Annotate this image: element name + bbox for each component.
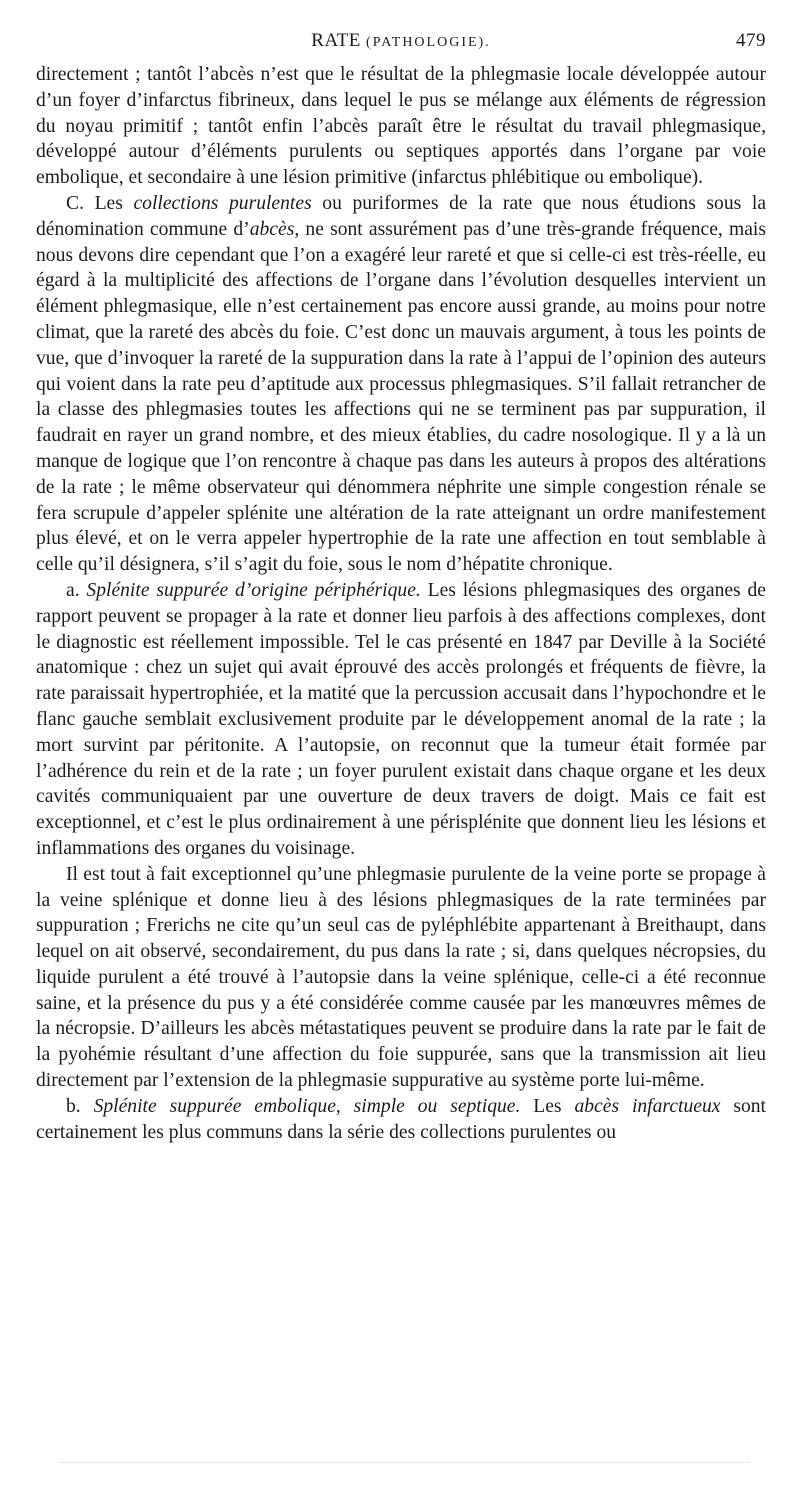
text-run: Les lésions phlegmasiques des organes de rapport peuvent se propager à la rate et donner lieu parfois à des affections complexes, dont le diagnostic est réellement impossible. Tel le cas présenté en 1847 par Deville à la Société anatomique : chez un sujet qui avait éprouvé des accès prolongés et fréquents de fièvre, la rate paraissait hypertrophiée, et la matité que la percussion accusait dans l’hypochondre et le flanc gauche semblait exclusivement produite par le développement anomal de la rate ; la mort survint par péritonite. A l’autopsie, on reconnut que la tumeur était formée par l’adhérence du rein et de la rate ; un foyer purulent existait dans chaque organe et les deux cavités communiquaient par une ouverture de deux travers de doigt. Mais ce fait est exceptionnel, et c’est le plus ordinairement à une périsplénite que donnent lieu les lésions et inflammations des organes du voisinage.: [36, 579, 766, 859]
paragraph-continuation: [36, 62, 766, 191]
text-run: Les: [520, 1095, 575, 1117]
text-run: b.: [66, 1095, 94, 1117]
page-number: 479: [736, 30, 766, 51]
italic-run: Splénite suppurée d’origine périphérique.: [86, 579, 421, 601]
paragraph-splenite-embolique: [36, 1094, 766, 1146]
text-run: C. Les: [66, 192, 134, 214]
paragraph-splenite-peripherique: [36, 578, 766, 862]
italic-run: Splénite suppurée embolique, simple ou septique.: [93, 1095, 521, 1117]
running-title-main: RATE: [311, 30, 361, 51]
text-run: a.: [66, 579, 87, 601]
paragraph-veine-porte: [36, 862, 766, 1094]
text-run: ou puriformes de la rate que nous étudions sous la dénomination commune d’: [36, 192, 767, 240]
page-bottom-bleed: [60, 1462, 750, 1465]
text-run: Il est tout à fait exceptionnel qu’une phlegmasie purulente de la veine porte se propage à la veine splénique et donne lieu à des lésions phlegmasiques de la rate terminées par suppuration ; Frerichs ne cite qu’un seul cas de pyléphlébite appartenant à Breithaupt, dans lequel on ait observé, secondairement, du pus dans la rate ; si, dans quelques nécropsies, du liquide purulent a été trouvé à l’autopsie dans la veine splénique, celle-ci a été reconnue saine, et la présence du pus y a été considérée comme causée par les manœuvres mêmes de la nécropsie. D’ailleurs les abcès métastatiques peuvent se produire dans la rate par le fait de la pyohémie résultant d’une affection du foie suppurée, sans que la transmission ait lieu directement par l’extension de la phlegmasie suppurative au système porte lui-même.: [36, 863, 766, 1092]
paragraph-abces: [36, 191, 766, 578]
text-run: sont certainement les plus communs dans la série des collections purulentes ou: [36, 1095, 766, 1143]
text-run: , ne sont assurément pas d’une très-grande fréquence, mais nous devons dire cependant que l’on a exagéré leur rareté et que si celle-ci est très-réelle, eu égard à la multiplicité des affections de l’organe dans l’évolution desquelles intervient un élément phlegmasique, elle n’est certainement pas encore aussi grande, au moins pour notre climat, que la rareté des abcès du foie. C’est donc un mauvais argument, à tous les points de vue, que d’invoquer la rareté de la suppuration dans la rate à l’appui de l’opinion des auteurs qui voient dans la rate peu d’aptitude aux processus phlegmasiques. S’il fallait retrancher de la classe des phlegmasies toutes les affections qui ne se terminent pas par suppuration, il faudrait en rayer un grand nombre, et des mieux établies, du cadre nosologique. Il y a là un manque de logique que l’on rencontre à chaque pas dans les auteurs à propos des altérations de la rate ; le même observateur qui dénommera néphrite une simple congestion rénale se fera scrupule d’appeler splénite une altération de la rate atteignant un ordre manifestement plus élevé, et on le verra appeler hypertrophie de la rate une affection en tout semblable à celle qu’il désignera, s’il s’agit du foie, sous le nom d’hépatite chronique.: [36, 218, 766, 576]
running-head: [36, 28, 766, 62]
running-title: [36, 30, 766, 52]
italic-run: abcès: [249, 218, 295, 240]
italic-run: abcès infarctueux: [574, 1095, 721, 1117]
body-text: [36, 62, 766, 1145]
running-title-sub: (PATHOLOGIE).: [366, 35, 491, 50]
text-run: directement ; tantôt l’abcès n’est que le résultat de la phlegmasie locale développée autour d’un foyer d’infarctus fibrineux, dans lequel le pus se mélange aux éléments de régression du noyau primitif ; tantôt enfin l’abcès paraît être le résultat du travail phlegmasique, développé autour d’éléments purulents ou septiques apportés dans l’organe par voie embolique, et secondaire à une lésion primitive (infarctus phlébitique ou embolique).: [36, 64, 766, 189]
book-page: [36, 28, 766, 1145]
italic-run: collections purulentes: [133, 192, 312, 214]
